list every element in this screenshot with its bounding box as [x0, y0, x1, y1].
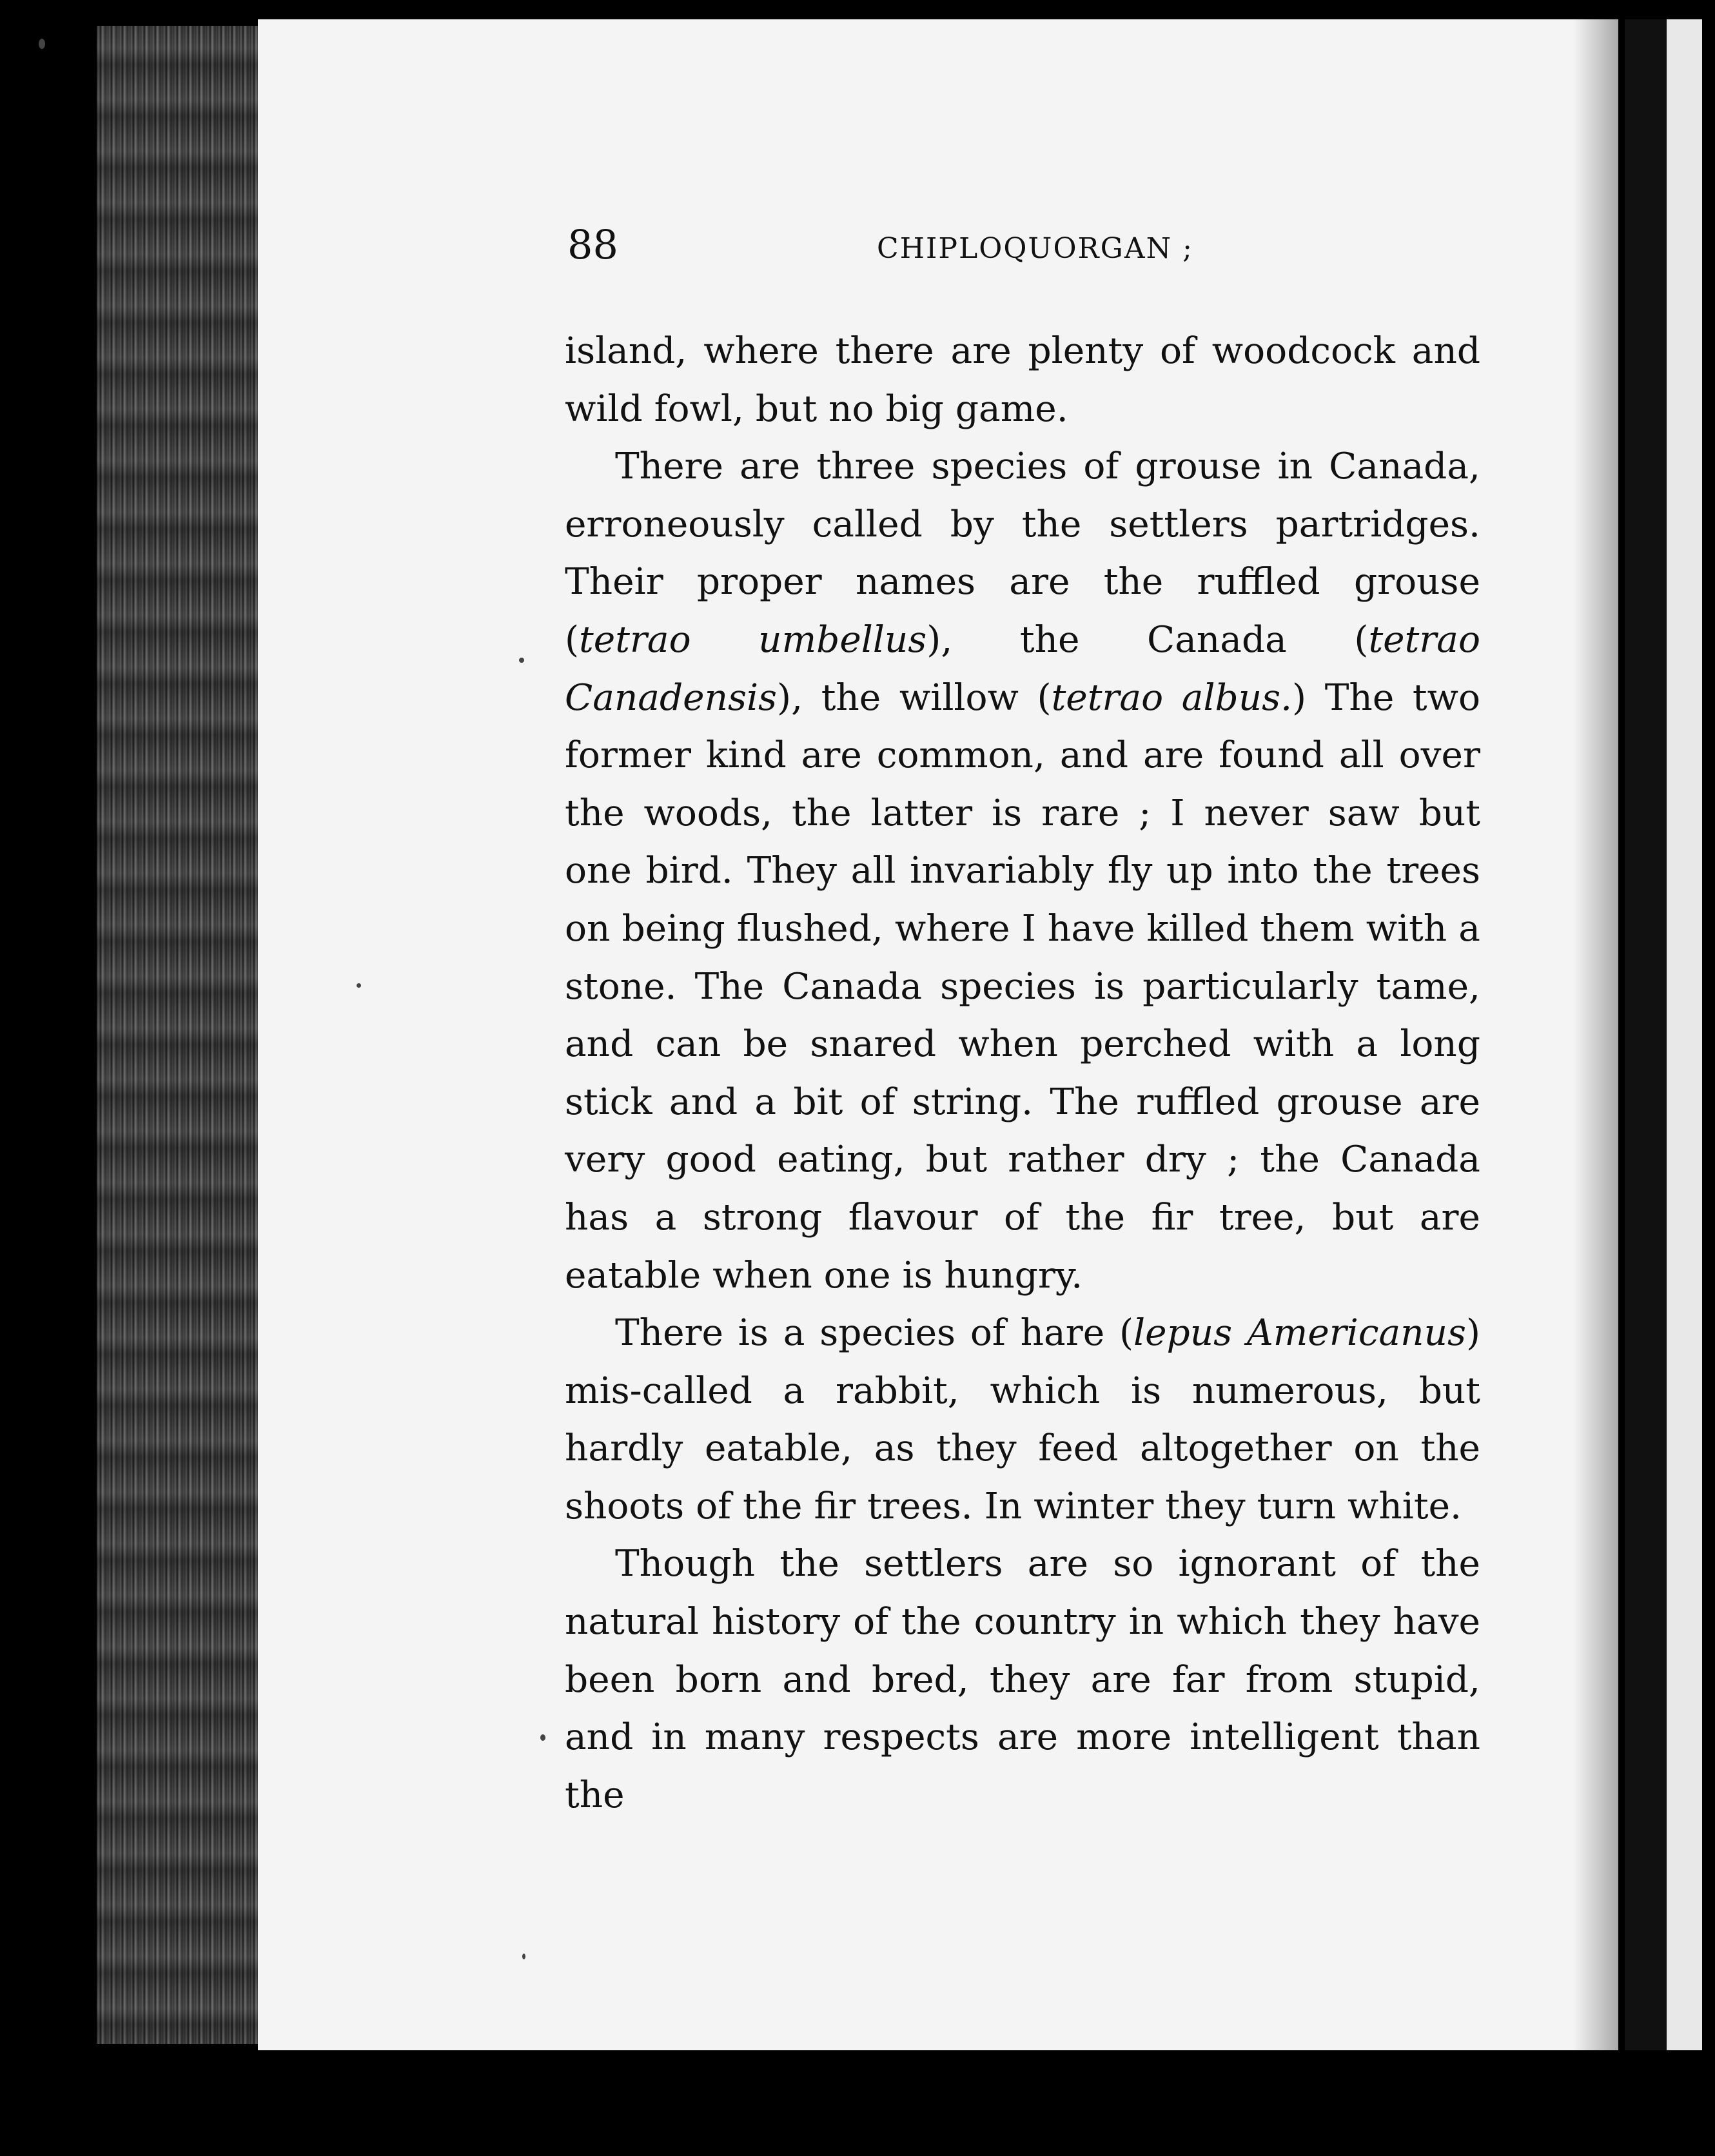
paragraph-2	[565, 438, 1480, 1304]
page-edge-shading	[97, 26, 258, 2044]
paragraph-4: Though the settlers are so ignorant of the natural history of the country in which they have been born and bred, they are far from stupid, and in many respects are more intelligent than the	[565, 1543, 1480, 1816]
next-page-sliver	[1667, 19, 1702, 2050]
page-number: 88	[567, 221, 618, 268]
paragraph-2-text-d: ) The two former kind are common, and are found all over the woods, the latter is rare ; I never saw but one bird. They all invariably fly up into the trees on being flushed, where I have killed them with a stone. The Canada species is particularly tame, and can be snared when perched with a long stick and a bit of string. The ruffled grouse are very good eating, but rather dry ; the Canada has a strong flavour of the fir tree, but are eatable when one is hungry.	[565, 676, 1481, 1297]
running-head: CHIPLOQUORGAN ;	[877, 232, 1193, 265]
paragraph-2-text-c: ), the willow (	[777, 676, 1052, 719]
paragraph-3	[565, 1304, 1480, 1535]
paragraph-1: island, where there are plenty of woodcock and wild fowl, but no big game.	[565, 330, 1480, 430]
paragraph-2-text-a: There are three species of grouse in Canada, erroneously called by the settlers partridges. Their proper names are the ruffled grouse (	[565, 446, 1480, 661]
species-name: tetrao umbellus	[579, 618, 927, 661]
paragraph-3-text-b: ) mis-called a rabbit, which is numerous, but hardly eatable, as they feed altogether on the shoots of the fir trees. In winter they turn white.	[565, 1312, 1480, 1527]
species-name: tetrao albus.	[1051, 676, 1293, 719]
paragraph-3-text-a: There is a species of hare (	[615, 1312, 1134, 1355]
page-header	[567, 219, 1483, 271]
page-fold-shadow	[1573, 19, 1625, 2050]
paragraph-2-text-b: ), the Canada (	[926, 618, 1369, 661]
species-name: lepus Americanus	[1133, 1312, 1466, 1355]
gutter-shadow	[1625, 19, 1667, 2050]
body-text	[565, 322, 1480, 1824]
species-name: tetrao Canadensis	[565, 618, 1481, 719]
